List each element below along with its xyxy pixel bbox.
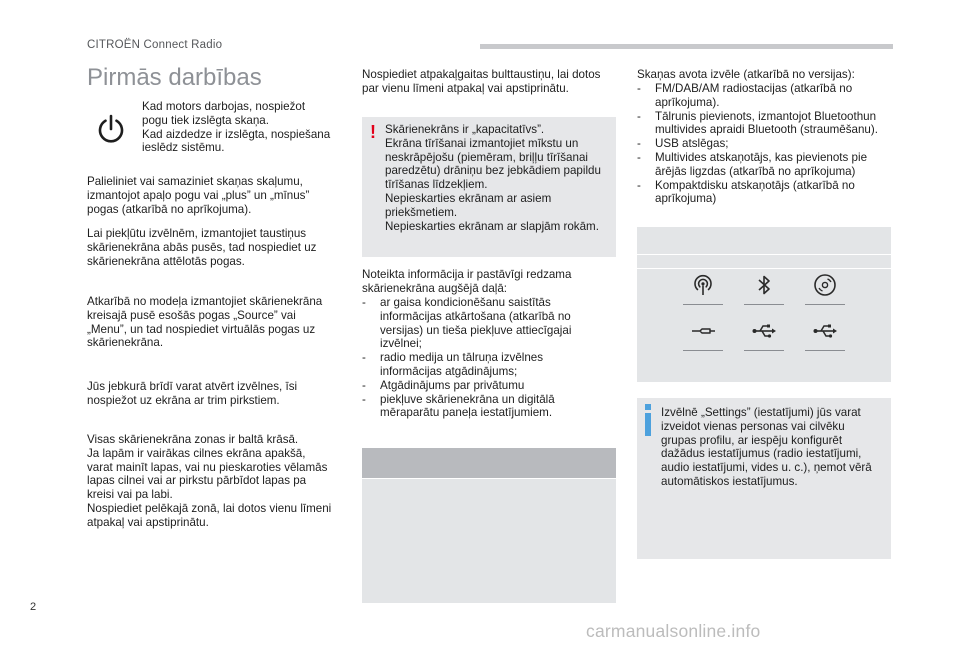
permanent-info-intro: Noteikta informācija ir pastāvīgi redzama skārienekrāna augšējā daļā: — [362, 268, 572, 295]
cd-icon-glyph — [811, 271, 839, 299]
underline — [744, 304, 784, 305]
cd-icon[interactable] — [805, 271, 845, 305]
grey-zone — [362, 448, 616, 478]
list-item: - Tālrunis pievienots, izmantojot Bluetoothun multivides apraidi Bluetooth (straumēšanu). — [637, 110, 893, 138]
touch-zones-paragraph: Visas skārienekrāna zonas ir baltā krāsā. Ja lapām ir vairākas cilnes ekrāna apakšā, varat mainīt lapas, vai nu pieskaroties vēlamās lapas cilnei vai ar pirkstu pārbīdot lapas pa kreisi vai pa labi. Nospiediet pelēkajā zonā, lai dotos vienu līmeni atpakaļ vai apstiprinātu. — [87, 433, 332, 529]
radio-icon-glyph — [689, 271, 717, 299]
list-item: - ar gaisa kondicionēšanu saistītās informācijas atkārtošana (atkarībā no versijas) un tieša piekļuve attiecīgajai izvēlnei; — [362, 296, 612, 351]
divider — [362, 478, 616, 479]
underline — [805, 304, 845, 305]
menu-access-paragraph: Lai piekļūtu izvēlnēm, izmantojiet taustiņus skārienekrāna abās pusēs, tad nospiediet uz skārienekrāna attēlotās pogas. — [87, 227, 317, 268]
usb-icon-glyph — [811, 317, 839, 345]
header-bar — [480, 44, 893, 49]
divider — [637, 268, 891, 269]
usb-icon[interactable] — [805, 317, 845, 351]
bluetooth-icon-glyph — [750, 271, 778, 299]
list-item: - piekļuve skārienekrāna un digitālā mēraparātu paneļa iestatījumiem. — [362, 393, 612, 421]
underline — [744, 350, 784, 351]
info-text: Izvēlnē „Settings” (iestatījumi) jūs varat izveidot vienas personas vai cilvēku grupas profilu, ar iespēju konfigurēt dažādus iestatījumus (radio iestatījumi, audio iestatījumi, vides u. c.), ņemot vērā automātiskos iestatījumus. — [661, 406, 872, 488]
list-item: - Kompaktdisku atskaņotājs (atkarībā no aprīkojuma) — [637, 179, 893, 207]
underline — [683, 350, 723, 351]
screen-illustration-sources — [637, 227, 891, 382]
aux-jack-icon-glyph — [689, 317, 717, 345]
source-intro: Skaņas avota izvēle (atkarībā no versijas): — [637, 68, 855, 81]
list-item: - Multivides atskaņotājs, kas pievienots pie ārējās ligzdas (atkarībā no aprīkojuma) — [637, 151, 893, 179]
screen-illustration-touch-zones — [362, 448, 616, 603]
list-item: - Atgādinājums par privātumu — [362, 379, 612, 393]
underline — [683, 304, 723, 305]
source-list — [637, 82, 893, 206]
volume-paragraph: Palieliniet vai samaziniet skaņas skaļumu, izmantojot apaļo pogu vai „plus” un „mīnus” pogas (atkarībā no aprīkojuma). — [87, 175, 310, 216]
three-finger-paragraph: Jūs jebkurā brīdī varat atvērt izvēlnes, īsi nospiežot uz ekrāna ar trim pirkstiem. — [87, 380, 298, 407]
back-arrow-paragraph: Nospiediet atpakaļgaitas bulttaustiņu, lai dotos par vienu līmeni atpakaļ vai apstiprinātu. — [362, 68, 601, 95]
power-icon — [95, 113, 127, 145]
underline — [805, 350, 845, 351]
warning-box — [362, 117, 616, 257]
warning-icon: ! — [370, 122, 376, 142]
running-header: CITROËN Connect Radio — [87, 39, 223, 51]
info-box — [637, 398, 891, 559]
watermark: carmanualsonline.info — [586, 621, 761, 641]
warning-text: Skārienekrāns ir „kapacitatīvs”. Ekrāna tīrīšanai izmantojiet mīkstu un neskrāpējošu (piemēram, briļļu tīrīšanai paredzētu) drāniņu bez jebkādiem papildu tīrīšanas līdzekļiem. Nepieskarties ekrānam ar asiem priekšmetiem. Nepieskarties ekrānam ar slapjām rokām. — [385, 123, 601, 233]
page-title: Pirmās darbības — [87, 64, 262, 91]
aux-jack-icon[interactable] — [683, 317, 723, 351]
list-item: - radio medija un tālruņa izvēlnes informācijas atgādinājums; — [362, 351, 612, 379]
info-icon — [645, 404, 652, 436]
source-menu-paragraph: Atkarībā no modeļa izmantojiet skārienekrāna kreisajā pusē esošās pogas „Source” vai „Menu”, un tad nospiediet virtuālās pogas uz skārienekrāna. — [87, 295, 323, 350]
divider — [637, 254, 891, 255]
list-item: - FM/DAB/AM radiostacijas (atkarībā no aprīkojuma). — [637, 82, 893, 110]
list-item: - USB atslēgas; — [637, 137, 893, 151]
permanent-info-list — [362, 296, 612, 420]
bluetooth-icon[interactable] — [744, 271, 784, 305]
usb-icon[interactable] — [744, 317, 784, 351]
page-number: 2 — [30, 601, 37, 613]
radio-icon[interactable] — [683, 271, 723, 305]
usb-icon-glyph — [750, 317, 778, 345]
power-button-text: Kad motors darbojas, nospiežot pogu tiek izslēgta skaņa. Kad aizdedze ir izslēgta, nospiešana ieslēdz sistēmu. — [142, 100, 331, 155]
